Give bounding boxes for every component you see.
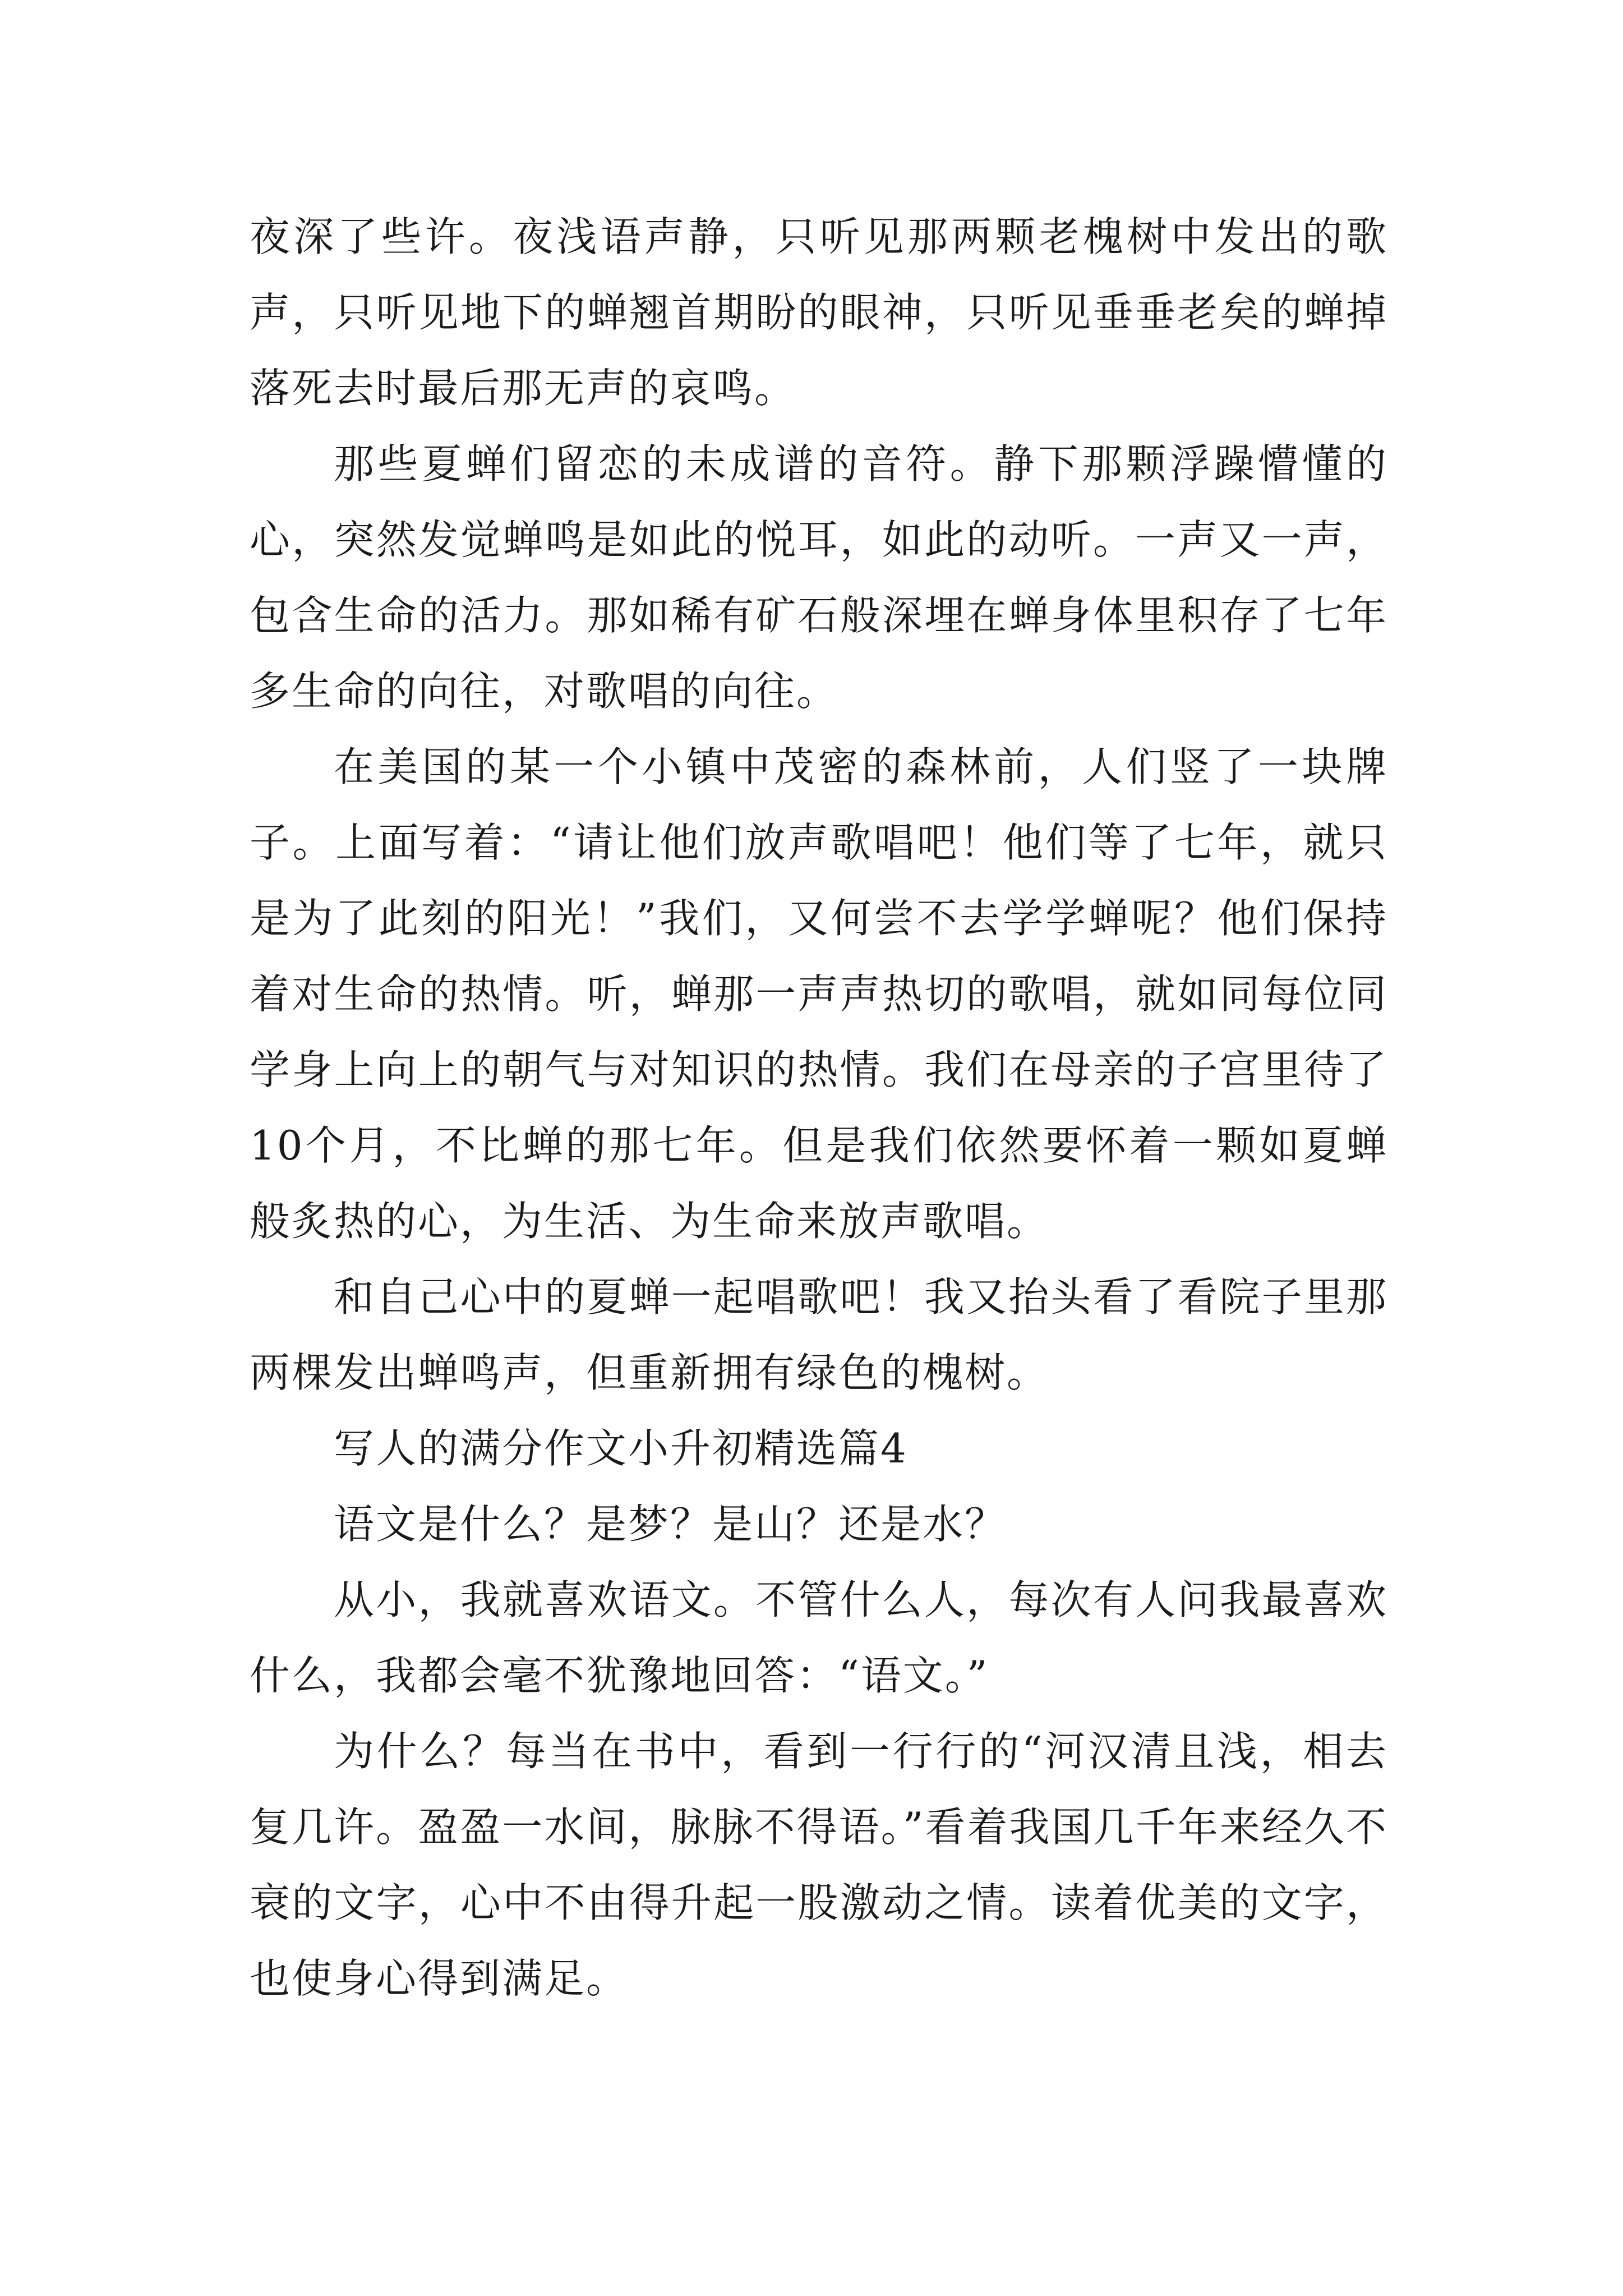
paragraph: 在美国的某一个小镇中茂密的森林前，人们竖了一块牌子。上面写着：“请让他们放声歌唱吧！他们等了七年，就只是为了此刻的阳光！”我们，又何尝不去学学蝉呢？他们保持着对生命的热情。听，蝉那一声声热切的歌唱，就如同每位同学身上向上的朝气与对知识的热情。我们在母亲的子宫里待了10个月，不比蝉的那七年。但是我们依然要怀着一颗如夏蝉般炙热的心，为生活、为生命来放声歌唱。 bbox=[250, 743, 1388, 1245]
section-heading: 写人的满分作文小升初精选篇4 bbox=[334, 1425, 908, 1472]
paragraph: 从小，我就喜欢语文。不管什么人，每次有人问我最喜欢什么，我都会毫不犹豫地回答：“语文。” bbox=[250, 1576, 1388, 1699]
paragraph: 夜深了些许。夜浅语声静，只听见那两颗老槐树中发出的歌声，只听见地下的蝉翘首期盼的眼神，只听见垂垂老矣的蝉掉落死去时最后那无声的哀鸣。 bbox=[250, 213, 1388, 412]
paragraph: 和自己心中的夏蝉一起唱歌吧！我又抬头看了看院子里那两棵发出蝉鸣声，但重新拥有绿色的槐树。 bbox=[250, 1273, 1388, 1396]
document-body bbox=[250, 199, 1388, 2017]
paragraph: 语文是什么？是梦？是山？还是水？ bbox=[334, 1501, 1007, 1548]
paragraph: 那些夏蝉们留恋的未成谱的音符。静下那颗浮躁懵懂的心，突然发觉蝉鸣是如此的悦耳，如此的动听。一声又一声，包含生命的活力。那如稀有矿石般深埋在蝉身体里积存了七年多生命的向往，对歌唱的向往。 bbox=[250, 440, 1388, 715]
paragraph: 为什么？每当在书中，看到一行行的“河汉清且浅，相去复几许。盈盈一水间，脉脉不得语。”看着我国几千年来经久不衰的文字，心中不由得升起一股激动之情。读着优美的文字，也使身心得到满足。 bbox=[250, 1728, 1388, 2002]
